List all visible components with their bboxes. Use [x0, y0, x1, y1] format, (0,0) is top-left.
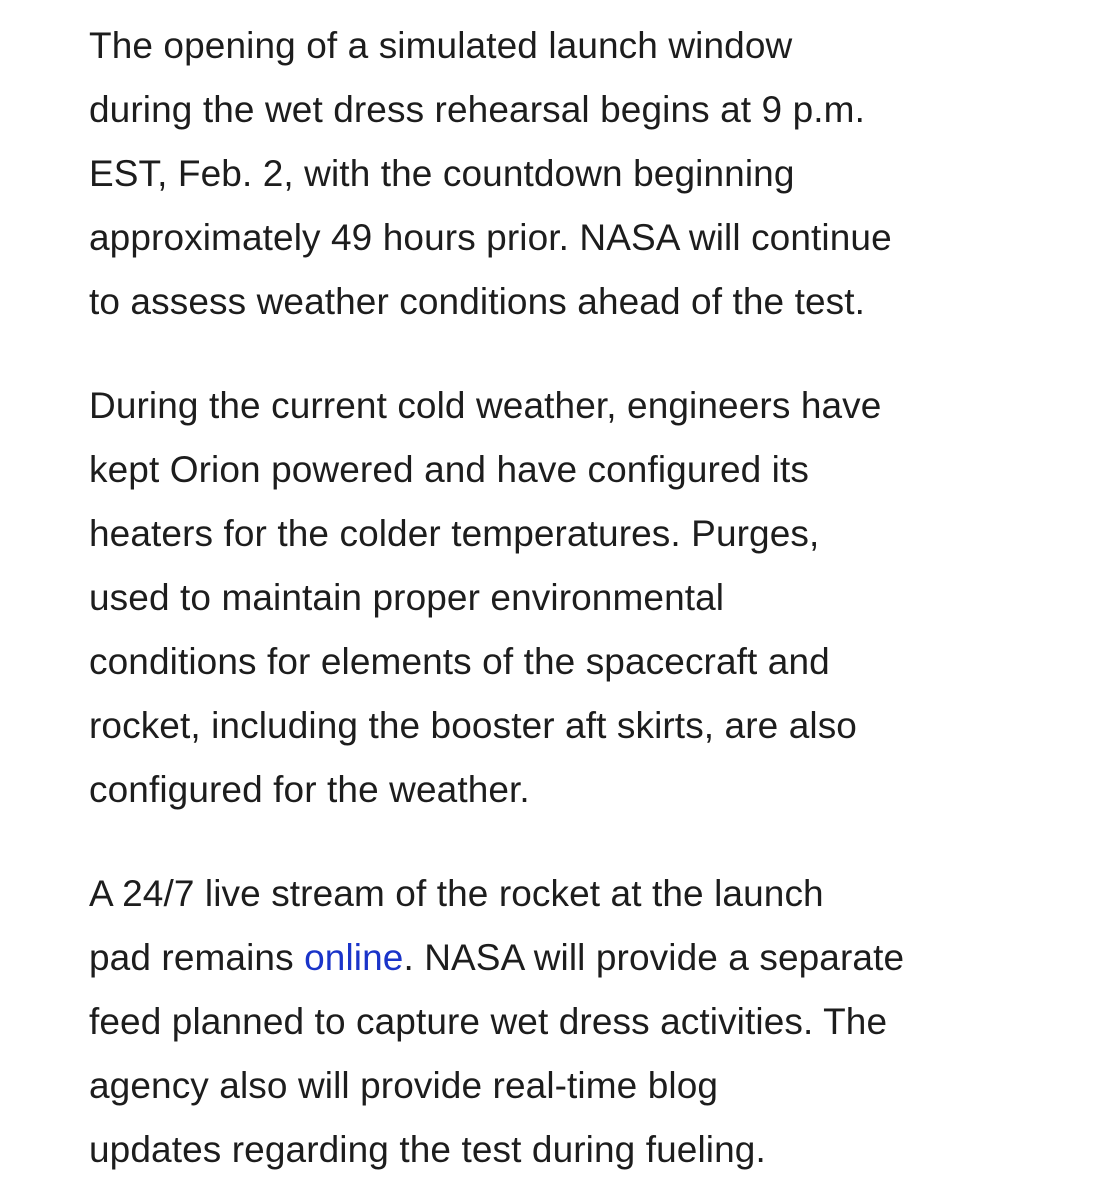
text-line-with-link	[89, 926, 1049, 990]
text-line: conditions for elements of the spacecraft and	[89, 641, 830, 682]
text-line: The opening of a simulated launch window	[89, 25, 793, 66]
text-line: EST, Feb. 2, with the countdown beginning	[89, 153, 795, 194]
article-body	[89, 14, 1049, 1182]
text-line: heaters for the colder temperatures. Purges,	[89, 513, 820, 554]
text-line: during the wet dress rehearsal begins at 9 p.m.	[89, 89, 865, 130]
text-line: approximately 49 hours prior. NASA will continue	[89, 217, 892, 258]
text-line: rocket, including the booster aft skirts, are also	[89, 705, 857, 746]
paragraph-cold-weather	[89, 374, 1049, 822]
text-line: During the current cold weather, engineers have	[89, 385, 882, 426]
text-segment: pad remains	[89, 937, 305, 978]
text-line: agency also will provide real-time blog	[89, 1065, 719, 1106]
text-line: kept Orion powered and have configured its	[89, 449, 809, 490]
paragraph-live-stream	[89, 862, 1049, 1182]
text-segment: . NASA will provide a separate	[403, 937, 905, 978]
text-line: A 24/7 live stream of the rocket at the launch	[89, 873, 824, 914]
text-line: feed planned to capture wet dress activities. The	[89, 1001, 888, 1042]
text-line: configured for the weather.	[89, 769, 530, 810]
text-line: to assess weather conditions ahead of the test.	[89, 281, 866, 322]
text-line: updates regarding the test during fueling.	[89, 1129, 766, 1170]
online-stream-link[interactable]: online	[304, 937, 404, 978]
text-line: used to maintain proper environmental	[89, 577, 725, 618]
paragraph-launch-window	[89, 14, 1049, 334]
